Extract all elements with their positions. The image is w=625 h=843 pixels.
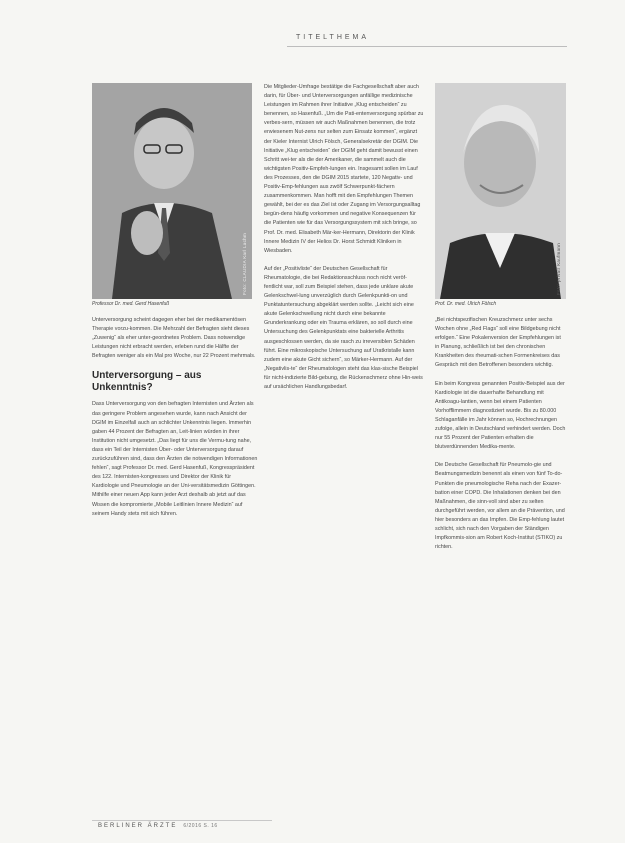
text-column-right [435, 316, 566, 561]
paragraph: Auf der „Positivliste“ der Deutschen Gesellschaft für Rheumatologie, die bei Redaktionsschluss noch nicht veröf-fentlicht war, soll zum Beispiel stehen, dass jede unklare akute Gelenkschwel-lung unverzüglich durch Gelenkpunkti-on und Punktatuntersuchung abgeklärt werden sollte. „Leicht sich eine akute Gelenkschwellung nicht durch eine bekannte Grunderkrankung oder ein Trauma erklären, so soll durch eine Untersuchung des Gelenkpunktats eine bakterielle Arthritis ausgeschlossen werden, da sie rasch zu irreversiblen Schäden führt. Eine mikroskopische Untersuchung auf Uratkristalle kann zudem eine akute Gicht sichern“, so Märker-Hermann. Auf der „Negativlis-te“ der Rheumatologen steht das klas-sische Beispiel für nicht-indizierte Bild-gebung, die Rückenschmerz ohne Hin-weis auf ursächlichen Handlungsbedarf. [264, 265, 423, 390]
photo-credit-right: Foto: privat/ Kaufmann [556, 243, 561, 296]
paragraph: Dass Unterversorgung von den befragten Internisten und Ärzten als das geringere Problem angesehen wurde, kann nach Ansicht der DGIM im Einzelfall auch an schlichter Unkenntnis liegen. Immerhin gaben 44 Prozent der Befragten an, Leit-linien würden in ihrer Institution nicht umgesetzt. „Das liegt für uns die Vermu-tung nahe, dass ein Teil der Internisten Über- oder Unterversorgung darauf zurückzuführen sind, dass den Ärzten die notwendigen Informationen fehlen“, sagt Professor Dr. med. Gerd Hasenfuß, Kongresspräsident des 122. Internisten-kongresses und Direktor der Klinik für Kardiologie und Pneumologie an der Uni-versitätsmedizin Göttingen. Mithilfe einer neuen App kann jeder Arzt deshalb ab jetzt auf das Wissen die kompromierte „Mobile Leitlinien Innere Medizin“ auf seinem Handy stets mit sich führen. [92, 401, 258, 517]
text-column-middle [264, 83, 424, 401]
photo-credit-left: Foto: CLAUDIA Karl Lachm [242, 233, 247, 295]
issue-info: 6/2016 S. 16 [183, 823, 218, 829]
caption-left: Professor Dr. med. Gerd Hasenfuß [92, 301, 170, 307]
header-rule [287, 46, 567, 47]
magazine-name: BERLINER ÄRZTE [98, 823, 178, 829]
caption-right: Prof. Dr. med. Ulrich Fölsch [435, 301, 497, 307]
paragraph: Ein beim Kongress genannten Positiv-Beispiel aus der Kardiologie ist die dauerhafte Behandlung mit Antikoagu-lantien, wenn bei einem Patienten Vorhofflimmern diagnostiziert wurde. Bis zu 80.000 Schlaganfälle im Jahr können so, Hochrechnungen zufolge, allein in Deutschland verhindert werden. Doch nur 55 Prozent der Patienten erhalten die blutverdünnenden Medika-mente. [435, 380, 566, 451]
section-label: TITELTHEMA [296, 34, 370, 41]
paragraph: „Bei nichtspezifischen Kreuzschmerz unter sechs Wochen ohne „Red Flags“ soll eine Bildgebung nicht erfolgen.“ Eine Pokalenversion der Empfehlungen ist in Planung, schließlich ist bei den chronischen Krankheiten des rheumati-schen Formenkreises das Gespräch mit den Betroffenen besonders wichtig. [435, 317, 561, 369]
paragraph: Die Deutsche Gesellschaft für Pneumolo-gie und Beatmungsmedizin benennt als einen von fünf To-do-Punkten die pneumologische Reha nach der Exazer-bation einer COPD. Die Inhalationen denken bei den Maßnahmen, die sinn-voll sind aber zu selten durchgeführt werden, vor allem an die Prävention, und hier besonders an das Impfen. Die Emp-fehlung lautet schlicht, sich nach den Vorgaben der Ständigen Impfkommis-sion am Robert Koch-Institut (STIKO) zu richten. [435, 462, 565, 551]
portrait-illustration-left [92, 83, 252, 299]
paragraph: Unterversorgung scheint dagegen eher bei der medikamentösen Therapie vorzu-kommen. Die Mehrzahl der Befragten sieht dieses „Zuwenig“ als eher unter-geordnetes Problem. Dass notwendige Leistungen nicht erbracht werden, erleben rund die Hälfte der Befragten weniger als ein Mal pro Woche, nur 22 Prozent mehrmals. [92, 317, 256, 360]
page-footer [98, 823, 218, 829]
footer-rule [92, 820, 272, 821]
section-subheading: Unterversorgung – aus Unkenntnis? [92, 370, 202, 394]
paragraph: Die Mitglieder-Umfrage bestätige die Fachgesellschaft aber auch darin, für Über- und Unterversorgungen anfällige medizinische Leistungen im Rahmen ihrer Initiative „Klug entscheiden“ zu benennen, so Hasenfuß. „Um die Pati-entenversorgung spürbar zu verbes-sern, müssen wir auch Maßnahmen benennen, die trotz erwiesenem Nut-zens nur selten zum Einsatz kommen“, ergänzt der Kieler Internist Ulrich Fölsch, Generalsekretär der DGIM. Die Initiative „Klug entscheiden“ der DGIM geht damit bewusst einen Schritt wei-ter als die der Amerikaner, die sammelt auch die wichtigsten Positiv-Empfeh-lungen ein. Insgesamt sollen im Lauf des Prozesses, den die DGIM 2015 startete, 120 Negativ- und Positiv-Emp-fehlungen aus zwölf Schwerpunkt-fächern zusammenkommen. Man hofft mit den Empfehlungen Themen gewählt, bei der es das Ziel ist oder Zugang im Versorgungsalltag begün-dens häufig vorkommen und negative Konsequenzen für die Patienten wie für das Versorgungssystem mit sich bringe, so Prof. Dr. med. Elisabeth Mär-ker-Hermann, Direktorin der Klinik Innere Medizin IV der Helios Dr. Horst Schmidt Kliniken in Wiesbaden. [264, 84, 424, 254]
portrait-photo-right [435, 83, 566, 299]
portrait-photo-left [92, 83, 252, 299]
portrait-illustration-right [435, 83, 566, 299]
text-column-left [92, 316, 258, 528]
